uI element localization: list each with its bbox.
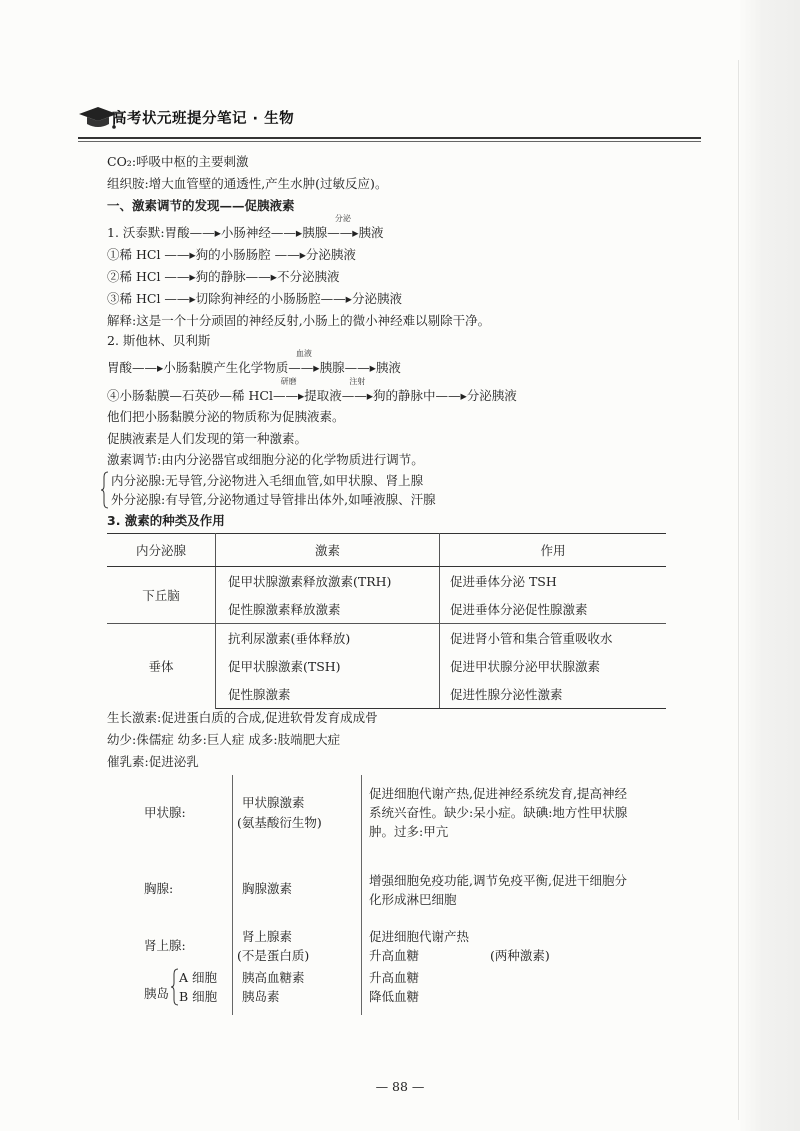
effect-thymosin: 增强细胞免疫功能,调节免疫平衡,促进干细胞分化形成淋巴细胞 (369, 873, 627, 907)
gland-adrenal: 肾上腺: (144, 938, 186, 953)
woshi-part-b: 小肠神经—— (220, 225, 296, 240)
experiment-2: ②稀 HCl ——▸狗的静脉——▸不分泌胰液 (107, 269, 340, 284)
blood-arrow-label: 血液 (295, 349, 312, 358)
hormone-cell: 促性腺激素 (216, 680, 440, 709)
gland-islet: 胰岛 (144, 986, 170, 1001)
exp4-part-b: 提取液 (304, 388, 342, 403)
hormone-grid (107, 770, 647, 1020)
table-row (107, 567, 666, 596)
growth-hormone: 生长激素:促进蛋白质的合成,促进软骨发育成成骨 (107, 710, 378, 725)
effect-cell: 促进性腺分泌性激素 (440, 680, 667, 709)
woshi-experiment: 1. 沃泰默:胃酸——▸小肠神经——▸胰腺 分泌 ——▸胰液 (107, 214, 384, 240)
hormone-thyroxine: 甲状腺激素 (242, 795, 305, 810)
hormone-thyroxine-note: (氨基酸衍生物) (237, 815, 322, 830)
col-header-hormone: 激素 (216, 534, 440, 567)
gland-brace (101, 471, 109, 509)
table-row (107, 624, 666, 653)
experiment-1: ①稀 HCl ——▸狗的小肠肠腔 ——▸分泌胰液 (107, 247, 356, 262)
secrete-arrow-label: 分泌 (334, 214, 351, 223)
effect-cell: 促进甲状腺分泌甲状腺激素 (450, 659, 601, 674)
header-title: 高考状元班提分笔记 · 生物 (112, 111, 295, 127)
effect-adrenaline-2: 升高血糖 (369, 948, 420, 963)
effect-cell: 促进垂体分泌促性腺激素 (450, 602, 588, 617)
islet-brace (171, 968, 179, 1006)
effect-thyroxine: 促进细胞代谢产热,促进神经系统发育,提高神经系统兴奋性。缺少:呆小症。缺碘:地方性甲状腺肿。过多:甲亢 (369, 786, 628, 839)
effect-glucagon: 升高血糖 (369, 970, 420, 985)
effect-adrenaline-1: 促进细胞代谢产热 (369, 929, 470, 944)
secretin-named: 他们把小肠黏膜分泌的物质称为促胰液素。 (107, 409, 345, 424)
effect-cell: 促进肾小管和集合管重吸收水 (440, 624, 667, 653)
grid-divider-right (361, 775, 362, 1015)
grind-arrow-label: 研磨 (280, 377, 297, 386)
exocrine-gland: 外分泌腺:有导管,分泌物通过导管排出体外,如唾液腺、汗腺 (111, 492, 436, 507)
grind-arrow: 研磨 ——▸ (272, 377, 305, 403)
secretin-first: 促胰液素是人们发现的第一种激素。 (107, 431, 308, 446)
explanation: 解释:这是一个十分顽固的神经反射,小肠上的微小神经难以剔除干净。 (107, 313, 491, 328)
endocrine-gland: 内分泌腺:无导管,分泌物进入毛细血管,如甲状腺、肾上腺 (111, 473, 424, 488)
two-hormones-note: (两种激素) (490, 948, 550, 963)
header-rule-thin (78, 141, 701, 142)
woshi-part-d: 胰液 (358, 225, 384, 240)
effect-insulin: 降低血糖 (369, 989, 420, 1004)
exp4-part-c: 狗的静脉中——▸分泌胰液 (373, 388, 517, 403)
hormone-glucagon: 胰高血糖素 (242, 970, 305, 985)
secrete-arrow: 分泌 ——▸ (327, 214, 359, 240)
hormone-insulin: 胰岛素 (242, 989, 280, 1004)
pathway-part-b: 胰腺——▸胰液 (319, 360, 401, 375)
hormone-adrenaline: 肾上腺素 (242, 929, 293, 944)
running-header (78, 103, 701, 133)
gland-pituitary: 垂体 (107, 624, 216, 709)
page-number: — 88 — (375, 1079, 425, 1094)
hormone-thymosin: 胸腺激素 (242, 881, 293, 896)
effect-cell: 促进垂体分泌 TSH (450, 574, 557, 589)
blood-arrow: 血液 ——▸ (288, 349, 320, 375)
prolactin: 催乳素:促进泌乳 (107, 754, 199, 769)
starling-pathway (107, 349, 401, 377)
hormone-cell: 促甲状腺激素(TSH) (216, 652, 440, 680)
page-edge-line (738, 60, 739, 1120)
gland-thymus: 胸腺: (144, 881, 174, 896)
woshi-part-a: 1. 沃泰默:胃酸—— (107, 225, 215, 240)
hormone-cell: 促甲状腺激素释放激素(TRH) (216, 567, 440, 596)
experiment-4 (107, 377, 517, 405)
section-heading-hormone-types: 3. 激素的种类及作用 (107, 513, 225, 528)
header-rule (78, 137, 701, 139)
hormone-adrenaline-note: (不是蛋白质) (237, 948, 310, 963)
hormone-regulation: 激素调节:由内分泌器官或细胞分泌的化学物质进行调节。 (107, 452, 424, 467)
col-header-gland: 内分泌腺 (107, 534, 216, 567)
experiment-3: ③稀 HCl ——▸切除狗神经的小肠肠腔——▸分泌胰液 (107, 291, 402, 306)
hormone-table (107, 533, 666, 709)
inject-arrow: 注射 ——▸ (341, 377, 374, 403)
inject-arrow-label: 注射 (349, 377, 366, 386)
section-heading-secretin: 一、激素调节的发现——促胰液素 (107, 198, 295, 213)
islet-b-cell: B 细胞 (179, 989, 218, 1004)
note-histamine: 组织胺:增大血管壁的通透性,产生水肿(过敏反应)。 (107, 176, 388, 191)
page-edge-shadow (738, 0, 800, 1131)
exp4-part-a: ④小肠黏膜—石英砂—稀 HCl (107, 388, 273, 403)
gland-thyroid: 甲状腺: (144, 805, 186, 820)
grid-divider-left (232, 775, 233, 1015)
col-header-effect: 作用 (440, 534, 667, 567)
islet-a-cell: A 细胞 (179, 970, 218, 985)
hormone-cell: 促性腺激素释放激素 (216, 595, 440, 624)
pathway-part-a: 胃酸——▸小肠黏膜产生化学物质 (107, 360, 289, 375)
growth-hormone-cases: 幼少:侏儒症 幼多:巨人症 成多:肢端肥大症 (107, 732, 341, 747)
woshi-part-c: 胰腺 (302, 225, 328, 240)
hormone-cell: 抗利尿激素(垂体释放) (216, 624, 440, 653)
gland-hypothalamus: 下丘脑 (107, 567, 216, 624)
note-co2: CO₂:呼吸中枢的主要刺激 (107, 154, 249, 169)
starling-heading: 2. 斯他林、贝利斯 (107, 333, 211, 348)
table-header-row (107, 534, 666, 567)
